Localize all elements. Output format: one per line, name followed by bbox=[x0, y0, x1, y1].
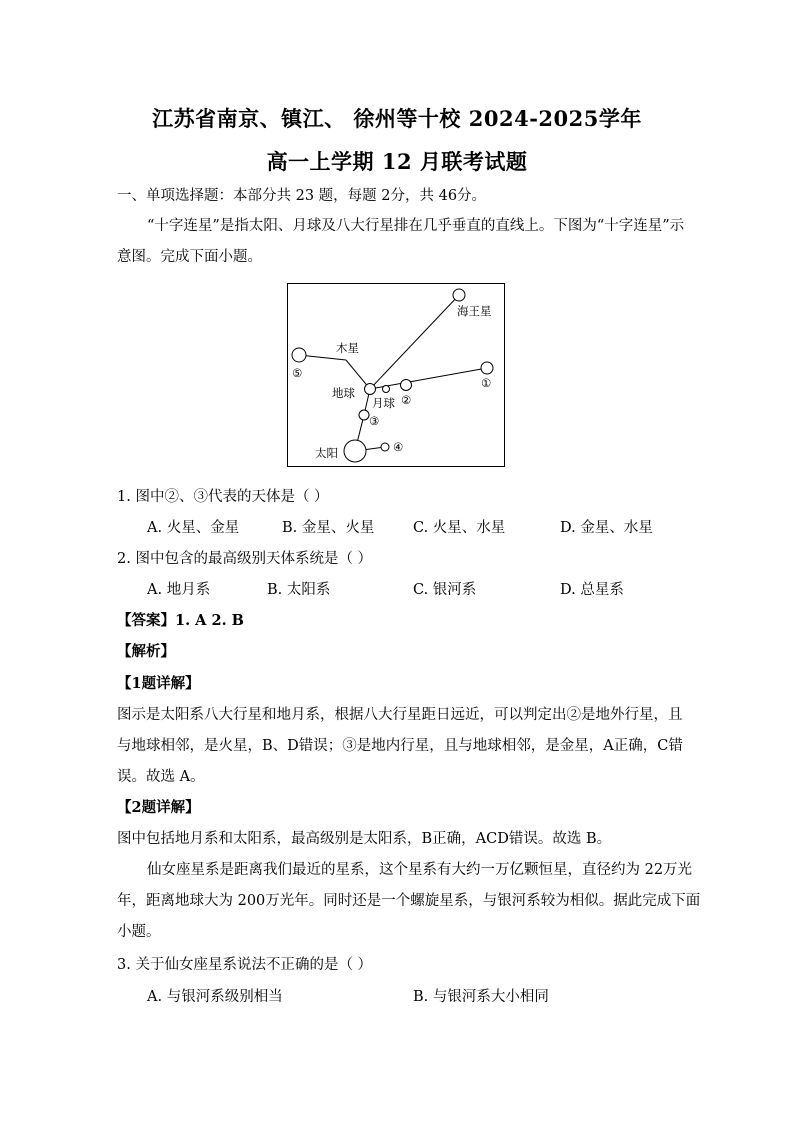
intro1-text-line1: “十字连星”是指太阳、月球及八大行星排在几乎垂直的直线上。下图为“十字连星”示 bbox=[147, 218, 685, 234]
q2-option-b: B. 太阳系 bbox=[267, 582, 331, 598]
intro2-text-line2: 年，距离地球大为 200万光年。同时还是一个螺旋星系，与银河系较为相似。据此完成下面 bbox=[117, 893, 701, 909]
intro2-text-line1: 仙女座星系是距离我们最近的星系，这个星系有大约一万亿颗恒星，直径约为 22万光 bbox=[147, 862, 693, 878]
body-3-circle bbox=[359, 410, 369, 420]
answer-line: 【答案】1. A 2. B bbox=[117, 612, 244, 629]
detail1-heading: 【1题详解】 bbox=[117, 675, 200, 692]
detail2-line1: 图中包括地月系和太阳系，最高级别是太阳系，B正确，ACD错误。故选 B。 bbox=[117, 831, 612, 847]
neptune-circle bbox=[453, 289, 465, 301]
q1-stem: 1. 图中②、③代表的天体是（ ） bbox=[117, 489, 329, 505]
q2-option-c: C. 银河系 bbox=[413, 582, 477, 598]
analysis-heading: 【解析】 bbox=[117, 643, 175, 660]
moon-circle bbox=[383, 386, 390, 393]
intro1-text-line2: 意图。完成下面小题。 bbox=[117, 249, 262, 265]
label-2: ② bbox=[401, 393, 412, 407]
label-1: ① bbox=[481, 376, 492, 390]
diagram-svg bbox=[287, 283, 505, 467]
q3-stem: 3. 关于仙女座星系说法不正确的是（ ） bbox=[117, 957, 373, 973]
body-5-circle bbox=[292, 348, 306, 362]
body-4-circle bbox=[381, 443, 389, 451]
label-neptune: 海王星 bbox=[457, 304, 492, 318]
label-3: ③ bbox=[369, 414, 380, 428]
q1-option-c: C. 火星、水星 bbox=[413, 520, 506, 536]
label-earth: 地球 bbox=[332, 386, 355, 400]
sun-circle bbox=[344, 440, 366, 462]
section-heading: 一、单项选择题：本部分共 23 题，每题 2分，共 46分。 bbox=[117, 188, 487, 204]
detail1-line2: 与地球相邻，是火星，B、D错误；③是地内行星，且与地球相邻，是金星，A正确，C错 bbox=[117, 738, 683, 754]
detail1-line3: 误。故选 A。 bbox=[117, 769, 205, 785]
label-moon: 月球 bbox=[372, 396, 395, 410]
exam-title-line2: 高一上学期 12 月联考试题 bbox=[266, 149, 528, 174]
detail2-heading: 【2题详解】 bbox=[117, 799, 200, 816]
body-1-circle bbox=[481, 362, 493, 374]
earth-circle bbox=[365, 384, 376, 395]
q2-option-a: A. 地月系 bbox=[147, 582, 211, 598]
intro2-text-line3: 小题。 bbox=[117, 924, 161, 940]
q2-option-d: D. 总星系 bbox=[560, 582, 624, 598]
q3-option-b: B. 与银河系大小相同 bbox=[413, 989, 549, 1005]
label-5: ⑤ bbox=[292, 366, 303, 380]
label-4: ④ bbox=[393, 440, 404, 454]
detail1-line1: 图示是太阳系八大行星和地月系，根据八大行星距日远近，可以判定出②是地外行星，且 bbox=[117, 707, 683, 723]
label-jupiter: 木星 bbox=[336, 341, 359, 355]
body-2-circle bbox=[401, 380, 412, 391]
q2-stem: 2. 图中包含的最高级别天体系统是（ ） bbox=[117, 551, 373, 567]
label-sun: 太阳 bbox=[315, 446, 338, 460]
q1-option-d: D. 金星、水星 bbox=[560, 520, 653, 536]
exam-title-line1: 江苏省南京、镇江、 徐州等十校 2024-2025学年 bbox=[152, 106, 642, 131]
q1-option-a: A. 火星、金星 bbox=[147, 520, 240, 536]
cross-alignment-diagram bbox=[287, 283, 505, 467]
q1-option-b: B. 金星、火星 bbox=[282, 520, 375, 536]
q3-option-a: A. 与银河系级别相当 bbox=[147, 989, 283, 1005]
